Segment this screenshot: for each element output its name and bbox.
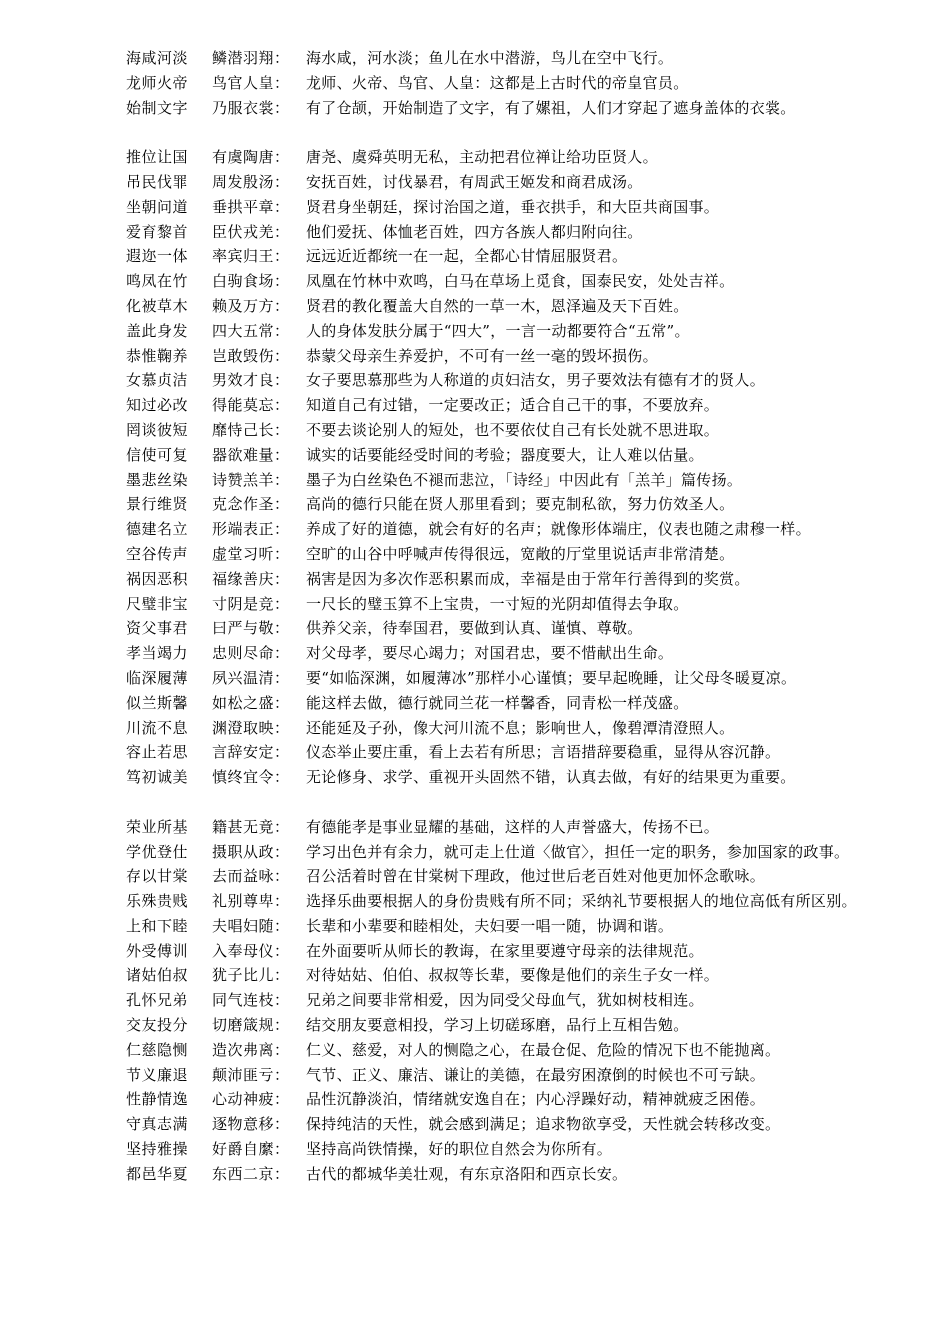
verse-explanation: 海水咸，河水淡；鱼儿在水中潜游，鸟儿在空中飞行。 xyxy=(306,49,674,67)
verse-second-phrase: 造次弗离： xyxy=(212,1040,290,1059)
verse-first-phrase: 信使可复 xyxy=(126,445,189,464)
verse-explanation: 还能延及子孙，像大河川流不息；影响世人，像碧潭清澄照人。 xyxy=(306,718,735,737)
verse-row xyxy=(126,468,886,493)
verse-first-phrase: 资父事君 xyxy=(126,619,189,638)
verse-row xyxy=(126,1087,886,1112)
verse-first-phrase: 爱育黎首 xyxy=(126,222,189,241)
verse-row xyxy=(126,1112,886,1137)
verse-second-phrase: 周发殷汤： xyxy=(212,172,290,191)
verse-first-phrase: 乐殊贵贱 xyxy=(126,892,189,911)
verse-row xyxy=(126,319,886,344)
verse-first-phrase: 空谷传声 xyxy=(126,544,189,563)
verse-second-phrase: 如松之盛： xyxy=(212,693,290,712)
verse-explanation: 凤凰在竹林中欢鸣，白马在草场上觅食，国泰民安，处处吉祥。 xyxy=(306,272,735,291)
verse-explanation: 结交朋友要意相投，学习上切磋琢磨，品行上互相告勉。 xyxy=(306,1016,689,1035)
verse-second-phrase: 礼别尊卑： xyxy=(212,892,290,911)
verse-first-phrase: 始制文字 xyxy=(126,98,189,117)
verse-second-phrase: 夙兴温清： xyxy=(212,668,290,687)
verse-explanation: 墨子为白丝染色不褪而悲泣，「诗经」中因此有「羔羊」篇传扬。 xyxy=(306,470,743,489)
verse-first-phrase: 守真志满 xyxy=(126,1115,189,1134)
verse-second-phrase: 忠则尽命： xyxy=(212,644,290,663)
verse-explanation: 他们爱抚、体恤老百姓，四方各族人都归附向往。 xyxy=(306,222,643,241)
verse-row xyxy=(126,71,886,96)
verse-explanation: 一尺长的璧玉算不上宝贵，一寸短的光阴却值得去争取。 xyxy=(306,594,689,613)
verse-second-phrase: 摄职从政： xyxy=(212,842,290,861)
verse-first-phrase: 外受傅训 xyxy=(126,941,189,960)
verse-first-phrase: 吊民伐罪 xyxy=(126,172,189,191)
verse-row xyxy=(126,592,886,617)
verse-explanation: 选择乐曲要根据人的身份贵贱有所不同；采纳礼节要根据人的地位高低有所区别。 xyxy=(306,892,857,911)
verse-first-phrase: 存以甘棠 xyxy=(126,867,189,886)
verse-row xyxy=(126,691,886,716)
verse-explanation: 养成了好的道德，就会有好的名声；就像形体端庄，仪表也随之肃穆一样。 xyxy=(306,520,811,539)
verse-explanation: 无论修身、求学、重视开头固然不错，认真去做，有好的结果更为重要。 xyxy=(306,768,796,787)
verse-first-phrase: 交友投分 xyxy=(126,1016,189,1035)
verse-first-phrase: 景行维贤 xyxy=(126,495,189,514)
verse-first-phrase: 龙师火帝 xyxy=(126,73,189,92)
verse-second-phrase: 籍甚无竟： xyxy=(212,817,290,836)
verse-second-phrase: 夫唱妇随： xyxy=(212,916,290,935)
verse-row xyxy=(126,244,886,269)
verse-second-phrase: 得能莫忘： xyxy=(212,396,290,415)
verse-second-phrase: 乃服衣裳： xyxy=(212,98,290,117)
verse-row xyxy=(126,170,886,195)
verse-second-phrase: 好爵自縻： xyxy=(212,1140,290,1159)
verse-row xyxy=(126,344,886,369)
verse-explanation: 坚持高尚铁情操，好的职位自然会为你所有。 xyxy=(306,1140,613,1159)
verse-row xyxy=(126,1162,886,1187)
verse-first-phrase: 上和下睦 xyxy=(126,916,189,935)
verse-explanation: 品性沉静淡泊，情绪就安逸自在；内心浮躁好动，精神就疲乏困倦。 xyxy=(306,1090,766,1109)
verse-first-phrase: 川流不息 xyxy=(126,718,189,737)
verse-first-phrase: 化被草木 xyxy=(126,296,189,315)
verse-explanation: 在外面要听从师长的教诲，在家里要遵守母亲的法律规范。 xyxy=(306,941,704,960)
verse-first-phrase: 海咸河淡 xyxy=(126,49,189,67)
verse-second-phrase: 诗赞羔羊： xyxy=(212,470,290,489)
verse-explanation: 安抚百姓，讨伐暴君，有周武王姬发和商君成汤。 xyxy=(306,172,643,191)
verse-row xyxy=(126,269,886,294)
verse-row xyxy=(126,492,886,517)
verse-explanation: 空旷的山谷中呼喊声传得很远，宽敞的厅堂里说话声非常清楚。 xyxy=(306,544,735,563)
verse-explanation: 恭蒙父母亲生养爱护，不可有一丝一毫的毁坏损伤。 xyxy=(306,346,658,365)
verse-first-phrase: 坐朝问道 xyxy=(126,197,189,216)
verse-second-phrase: 岂敢毁伤： xyxy=(212,346,290,365)
verse-explanation: 女子要思慕那些为人称道的贞妇洁女，男子要效法有德有才的贤人。 xyxy=(306,371,766,390)
verse-first-phrase: 性静情逸 xyxy=(126,1090,189,1109)
verse-explanation: 贤君的教化覆盖大自然的一草一木，恩泽遍及天下百姓。 xyxy=(306,296,689,315)
verse-first-phrase: 都邑华夏 xyxy=(126,1164,189,1183)
verse-second-phrase: 慎终宜令： xyxy=(212,768,290,787)
verse-explanation: 仁义、慈爱，对人的恻隐之心，在最仓促、危险的情况下也不能抛离。 xyxy=(306,1040,781,1059)
verse-explanation: 唐尧、虞舜英明无私，主动把君位禅让给功臣贤人。 xyxy=(306,148,658,167)
verse-second-phrase: 白驹食场： xyxy=(212,272,290,291)
verse-row xyxy=(126,393,886,418)
verse-explanation: 知道自己有过错，一定要改正；适合自己干的事，不要放弃。 xyxy=(306,396,720,415)
verse-first-phrase: 遐迩一体 xyxy=(126,247,189,266)
verse-second-phrase: 男效才良： xyxy=(212,371,290,390)
verse-explanation: 气节、正义、廉洁、谦让的美德，在最穷困潦倒的时候也不可亏缺。 xyxy=(306,1065,766,1084)
verse-second-phrase: 垂拱平章： xyxy=(212,197,290,216)
verse-first-phrase: 容止若思 xyxy=(126,743,189,762)
verse-explanation: 保持纯洁的天性，就会感到满足；追求物欲享受，天性就会转移改变。 xyxy=(306,1115,781,1134)
verse-row xyxy=(126,46,886,71)
verse-explanation: 能这样去做，德行就同兰花一样馨香，同青松一样茂盛。 xyxy=(306,693,689,712)
verse-row xyxy=(126,616,886,641)
verse-second-phrase: 鸟官人皇： xyxy=(212,73,290,92)
verse-row xyxy=(126,418,886,443)
verse-explanation: 高尚的德行只能在贤人那里看到；要克制私欲，努力仿效圣人。 xyxy=(306,495,735,514)
verse-second-phrase: 同气连枝： xyxy=(212,991,290,1010)
verse-explanation: 人的身体发肤分属于“四大”，一言一动都要符合“五常”。 xyxy=(306,321,690,340)
verse-second-phrase: 颠沛匪亏： xyxy=(212,1065,290,1084)
verse-second-phrase: 言辞安定： xyxy=(212,743,290,762)
verse-first-phrase: 鸣凤在竹 xyxy=(126,272,189,291)
verse-explanation: 龙师、火帝、鸟官、人皇：这都是上古时代的帝皇官员。 xyxy=(306,73,689,92)
verse-first-phrase: 墨悲丝染 xyxy=(126,470,189,489)
verse-second-phrase: 寸阴是竞： xyxy=(212,594,290,613)
verse-first-phrase: 罔谈彼短 xyxy=(126,420,189,439)
verse-second-phrase: 臣伏戎羌： xyxy=(212,222,290,241)
verse-explanation: 仪态举止要庄重，看上去若有所思；言语措辞要稳重，显得从容沉静。 xyxy=(306,743,781,762)
verse-first-phrase: 似兰斯馨 xyxy=(126,693,189,712)
verse-row xyxy=(126,145,886,170)
document-body xyxy=(126,46,886,1187)
verse-second-phrase: 形端表正： xyxy=(212,520,290,539)
verse-explanation: 对父母孝，要尽心竭力；对国君忠，要不惜献出生命。 xyxy=(306,644,674,663)
verse-second-phrase: 器欲难量： xyxy=(212,445,290,464)
verse-second-phrase: 赖及万方： xyxy=(212,296,290,315)
verse-row xyxy=(126,914,886,939)
verse-row xyxy=(126,220,886,245)
verse-second-phrase: 去而益咏： xyxy=(212,867,290,886)
verse-second-phrase: 逐物意移： xyxy=(212,1115,290,1134)
verse-explanation: 供养父亲，待奉国君，要做到认真、谨慎、尊敬。 xyxy=(306,619,643,638)
verse-first-phrase: 祸因恶积 xyxy=(126,569,189,588)
verse-second-phrase: 入奉母仪： xyxy=(212,941,290,960)
verse-row xyxy=(126,939,886,964)
verse-second-phrase: 率宾归王： xyxy=(212,247,290,266)
verse-explanation: 有德能孝是事业显耀的基础，这样的人声誉盛大，传扬不已。 xyxy=(306,817,720,836)
verse-row xyxy=(126,195,886,220)
verse-row xyxy=(126,840,886,865)
verse-first-phrase: 推位让国 xyxy=(126,148,189,167)
verse-explanation: 要“如临深渊，如履薄冰”那样小心谨慎；要早起晚睡，让父母冬暖夏凉。 xyxy=(306,668,797,687)
verse-explanation: 贤君身坐朝廷，探讨治国之道，垂衣拱手，和大臣共商国事。 xyxy=(306,197,720,216)
verse-explanation: 有了仓颉，开始制造了文字，有了嫘祖，人们才穿起了遮身盖体的衣裳。 xyxy=(306,98,796,117)
verse-second-phrase: 东西二京： xyxy=(212,1164,290,1183)
verse-row xyxy=(126,889,886,914)
verse-second-phrase: 犹子比儿： xyxy=(212,966,290,985)
verse-explanation: 长辈和小辈要和睦相处，夫妇要一唱一随，协调和谐。 xyxy=(306,916,674,935)
verse-second-phrase: 福缘善庆： xyxy=(212,569,290,588)
verse-first-phrase: 荣业所基 xyxy=(126,817,189,836)
verse-second-phrase: 有虞陶唐： xyxy=(212,148,290,167)
verse-explanation: 不要去谈论别人的短处，也不要依仗自己有长处就不思进取。 xyxy=(306,420,720,439)
verse-row xyxy=(126,666,886,691)
verse-explanation: 古代的都城华美壮观，有东京洛阳和西京长安。 xyxy=(306,1164,628,1183)
verse-row xyxy=(126,963,886,988)
verse-first-phrase: 孔怀兄弟 xyxy=(126,991,189,1010)
verse-row xyxy=(126,1038,886,1063)
verse-first-phrase: 仁慈隐恻 xyxy=(126,1040,189,1059)
verse-row xyxy=(126,716,886,741)
verse-first-phrase: 坚持雅操 xyxy=(126,1140,189,1159)
verse-explanation: 祸害是因为多次作恶积累而成，幸福是由于常年行善得到的奖赏。 xyxy=(306,569,750,588)
verse-first-phrase: 盖此身发 xyxy=(126,321,189,340)
verse-first-phrase: 尺璧非宝 xyxy=(126,594,189,613)
verse-first-phrase: 德建名立 xyxy=(126,520,189,539)
verse-first-phrase: 孝当竭力 xyxy=(126,644,189,663)
verse-first-phrase: 知过必改 xyxy=(126,396,189,415)
verse-second-phrase: 虚堂习听： xyxy=(212,544,290,563)
verse-first-phrase: 女慕贞洁 xyxy=(126,371,189,390)
verse-second-phrase: 心动神疲： xyxy=(212,1090,290,1109)
verse-first-phrase: 临深履薄 xyxy=(126,668,189,687)
verse-row xyxy=(126,96,886,121)
verse-row xyxy=(126,443,886,468)
verse-second-phrase: 曰严与敬： xyxy=(212,619,290,638)
verse-row xyxy=(126,765,886,790)
verse-second-phrase: 靡恃己长： xyxy=(212,420,290,439)
verse-row xyxy=(126,368,886,393)
verse-explanation: 对待姑姑、伯伯、叔叔等长辈，要像是他们的亲生子女一样。 xyxy=(306,966,720,985)
verse-row xyxy=(126,1137,886,1162)
verse-row xyxy=(126,567,886,592)
verse-first-phrase: 节义廉退 xyxy=(126,1065,189,1084)
verse-second-phrase: 渊澄取映： xyxy=(212,718,290,737)
verse-explanation: 召公活着时曾在甘棠树下理政，他过世后老百姓对他更加怀念歌咏。 xyxy=(306,867,766,886)
verse-first-phrase: 诸姑伯叔 xyxy=(126,966,189,985)
verse-row xyxy=(126,815,886,840)
verse-second-phrase: 切磨箴规： xyxy=(212,1016,290,1035)
verse-row xyxy=(126,988,886,1013)
verse-first-phrase: 笃初诚美 xyxy=(126,768,189,787)
verse-row xyxy=(126,641,886,666)
verse-row xyxy=(126,864,886,889)
verse-row xyxy=(126,740,886,765)
verse-second-phrase: 克念作圣： xyxy=(212,495,290,514)
verse-row xyxy=(126,1063,886,1088)
verse-explanation: 远远近近都统一在一起，全都心甘情屈服贤君。 xyxy=(306,247,628,266)
verse-second-phrase: 鳞潜羽翔： xyxy=(212,49,290,67)
verse-explanation: 学习出色并有余力，就可走上仕道〈做官〉，担任一定的职务，参加国家的政事。 xyxy=(306,842,850,861)
verse-first-phrase: 恭惟鞠养 xyxy=(126,346,189,365)
verse-explanation: 诚实的话要能经受时间的考验；器度要大，让人难以估量。 xyxy=(306,445,704,464)
verse-first-phrase: 学优登仕 xyxy=(126,842,189,861)
verse-explanation: 兄弟之间要非常相爱，因为同受父母血气，犹如树枝相连。 xyxy=(306,991,704,1010)
verse-row xyxy=(126,294,886,319)
verse-row xyxy=(126,542,886,567)
verse-row xyxy=(126,1013,886,1038)
verse-row xyxy=(126,517,886,542)
verse-second-phrase: 四大五常： xyxy=(212,321,290,340)
